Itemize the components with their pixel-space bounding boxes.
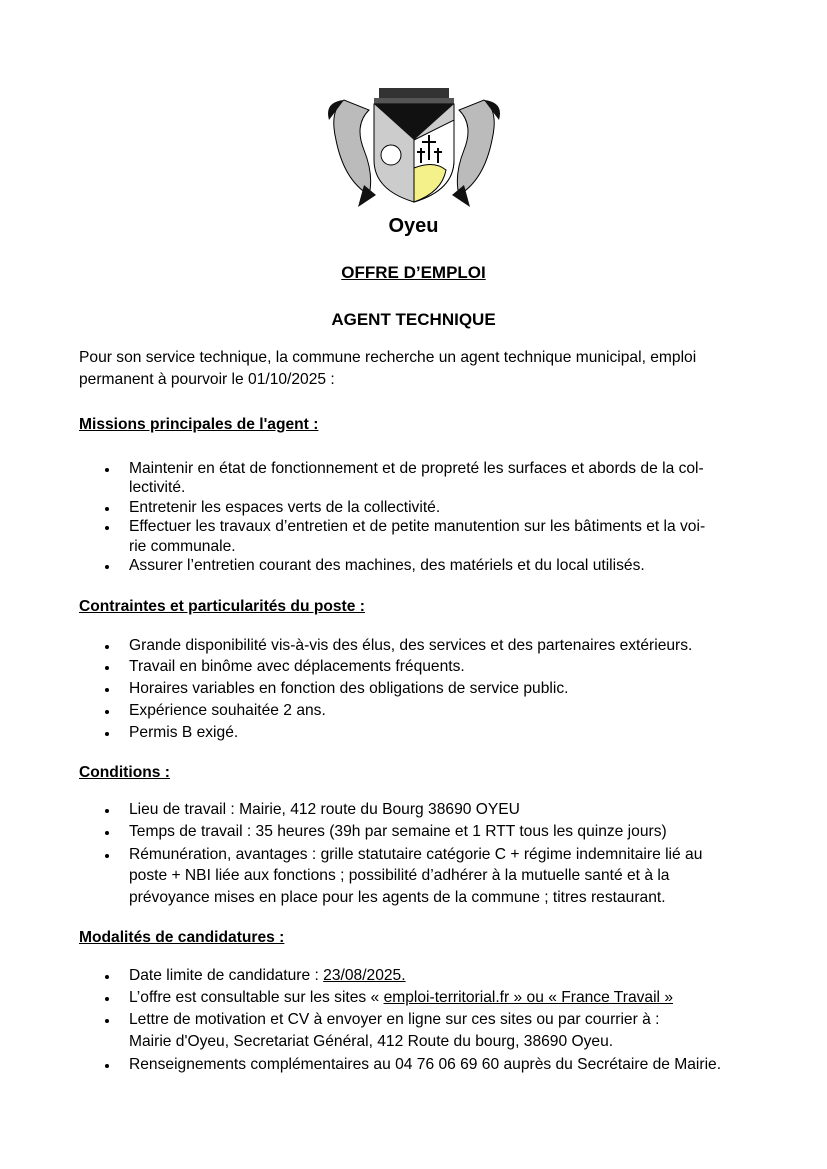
intro-line: permanent à pourvoir le 01/10/2025 : xyxy=(79,371,335,388)
bullet-icon xyxy=(105,809,109,813)
list-item-line: Expérience souhaitée 2 ans. xyxy=(129,702,326,719)
underlined-link-text[interactable]: emploi-territorial.fr » ou « France Travail » xyxy=(383,989,674,1006)
bullet-icon xyxy=(105,565,109,569)
bullet-icon xyxy=(105,666,109,670)
bullet-icon xyxy=(105,710,109,714)
list-item-text: L’offre est consultable sur les sites « xyxy=(129,989,384,1006)
list-item-line: Assurer l’entretien courant des machines, des matériels et du local utilisés. xyxy=(129,557,645,574)
bullet-icon xyxy=(105,997,109,1001)
missions-heading: Missions principales de l'agent : xyxy=(79,416,319,433)
list-item-text: Date limite de candidature : xyxy=(129,967,324,984)
list-item-line: Temps de travail : 35 heures (39h par semaine et 1 RTT tous les quinze jours) xyxy=(129,823,667,840)
bullet-icon xyxy=(105,854,109,858)
town-coat-of-arms-logo xyxy=(324,80,504,210)
list-item-line: Effectuer les travaux d’entretien et de petite manutention sur les bâtiments et la voi- xyxy=(129,518,706,535)
bullet-icon xyxy=(105,468,109,472)
list-item-line: Grande disponibilité vis-à-vis des élus, des services et des partenaires extérieurs. xyxy=(129,637,693,654)
conditions-heading: Conditions : xyxy=(79,764,170,781)
bullet-icon xyxy=(105,1064,109,1068)
applications-heading: Modalités de candidatures : xyxy=(79,929,285,946)
list-item-line: Maintenir en état de fonctionnement et de propreté les surfaces et abords de la col- xyxy=(129,460,704,477)
list-item-line: Mairie d'Oyeu, Secretariat Général, 412 Route du bourg, 38690 Oyeu. xyxy=(129,1033,614,1050)
list-item-line: rie communale. xyxy=(129,538,236,555)
bullet-icon xyxy=(105,1019,109,1023)
list-item-line xyxy=(129,989,673,1007)
bullet-icon xyxy=(105,688,109,692)
town-name: Oyeu xyxy=(388,215,439,237)
bullet-icon xyxy=(105,732,109,736)
bullet-icon xyxy=(105,526,109,530)
list-item-line: lectivité. xyxy=(129,479,186,496)
offer-title: OFFRE D’EMPLOI xyxy=(341,263,486,282)
intro-line: Pour son service technique, la commune recherche un agent technique municipal, emploi xyxy=(79,349,697,366)
list-item-line: Lieu de travail : Mairie, 412 route du Bourg 38690 OYEU xyxy=(129,801,520,818)
bullet-icon xyxy=(105,975,109,979)
list-item-line: prévoyance mises en place pour les agents de la commune ; titres restaurant. xyxy=(129,889,666,906)
job-title: AGENT TECHNIQUE xyxy=(331,310,496,329)
list-item-line: Permis B exigé. xyxy=(129,724,239,741)
bullet-icon xyxy=(105,507,109,511)
list-item-line: Travail en binôme avec déplacements fréquents. xyxy=(129,658,465,675)
underlined-link-text[interactable]: 23/08/2025. xyxy=(323,967,406,984)
bullet-icon xyxy=(105,645,109,649)
bullet-icon xyxy=(105,831,109,835)
list-item-line: poste + NBI liée aux fonctions ; possibilité d’adhérer à la mutuelle santé et à la xyxy=(129,867,670,884)
list-item-line: Lettre de motivation et CV à envoyer en ligne sur ces sites ou par courrier à : xyxy=(129,1011,660,1028)
constraints-heading: Contraintes et particularités du poste : xyxy=(79,598,365,615)
list-item-line: Entretenir les espaces verts de la collectivité. xyxy=(129,499,441,516)
list-item-line: Horaires variables en fonction des obligations de service public. xyxy=(129,680,569,697)
list-item-line: Rémunération, avantages : grille statutaire catégorie C + régime indemnitaire lié au xyxy=(129,846,703,863)
list-item-line xyxy=(129,967,406,985)
list-item-line: Renseignements complémentaires au 04 76 06 69 60 auprès du Secrétaire de Mairie. xyxy=(129,1056,722,1073)
